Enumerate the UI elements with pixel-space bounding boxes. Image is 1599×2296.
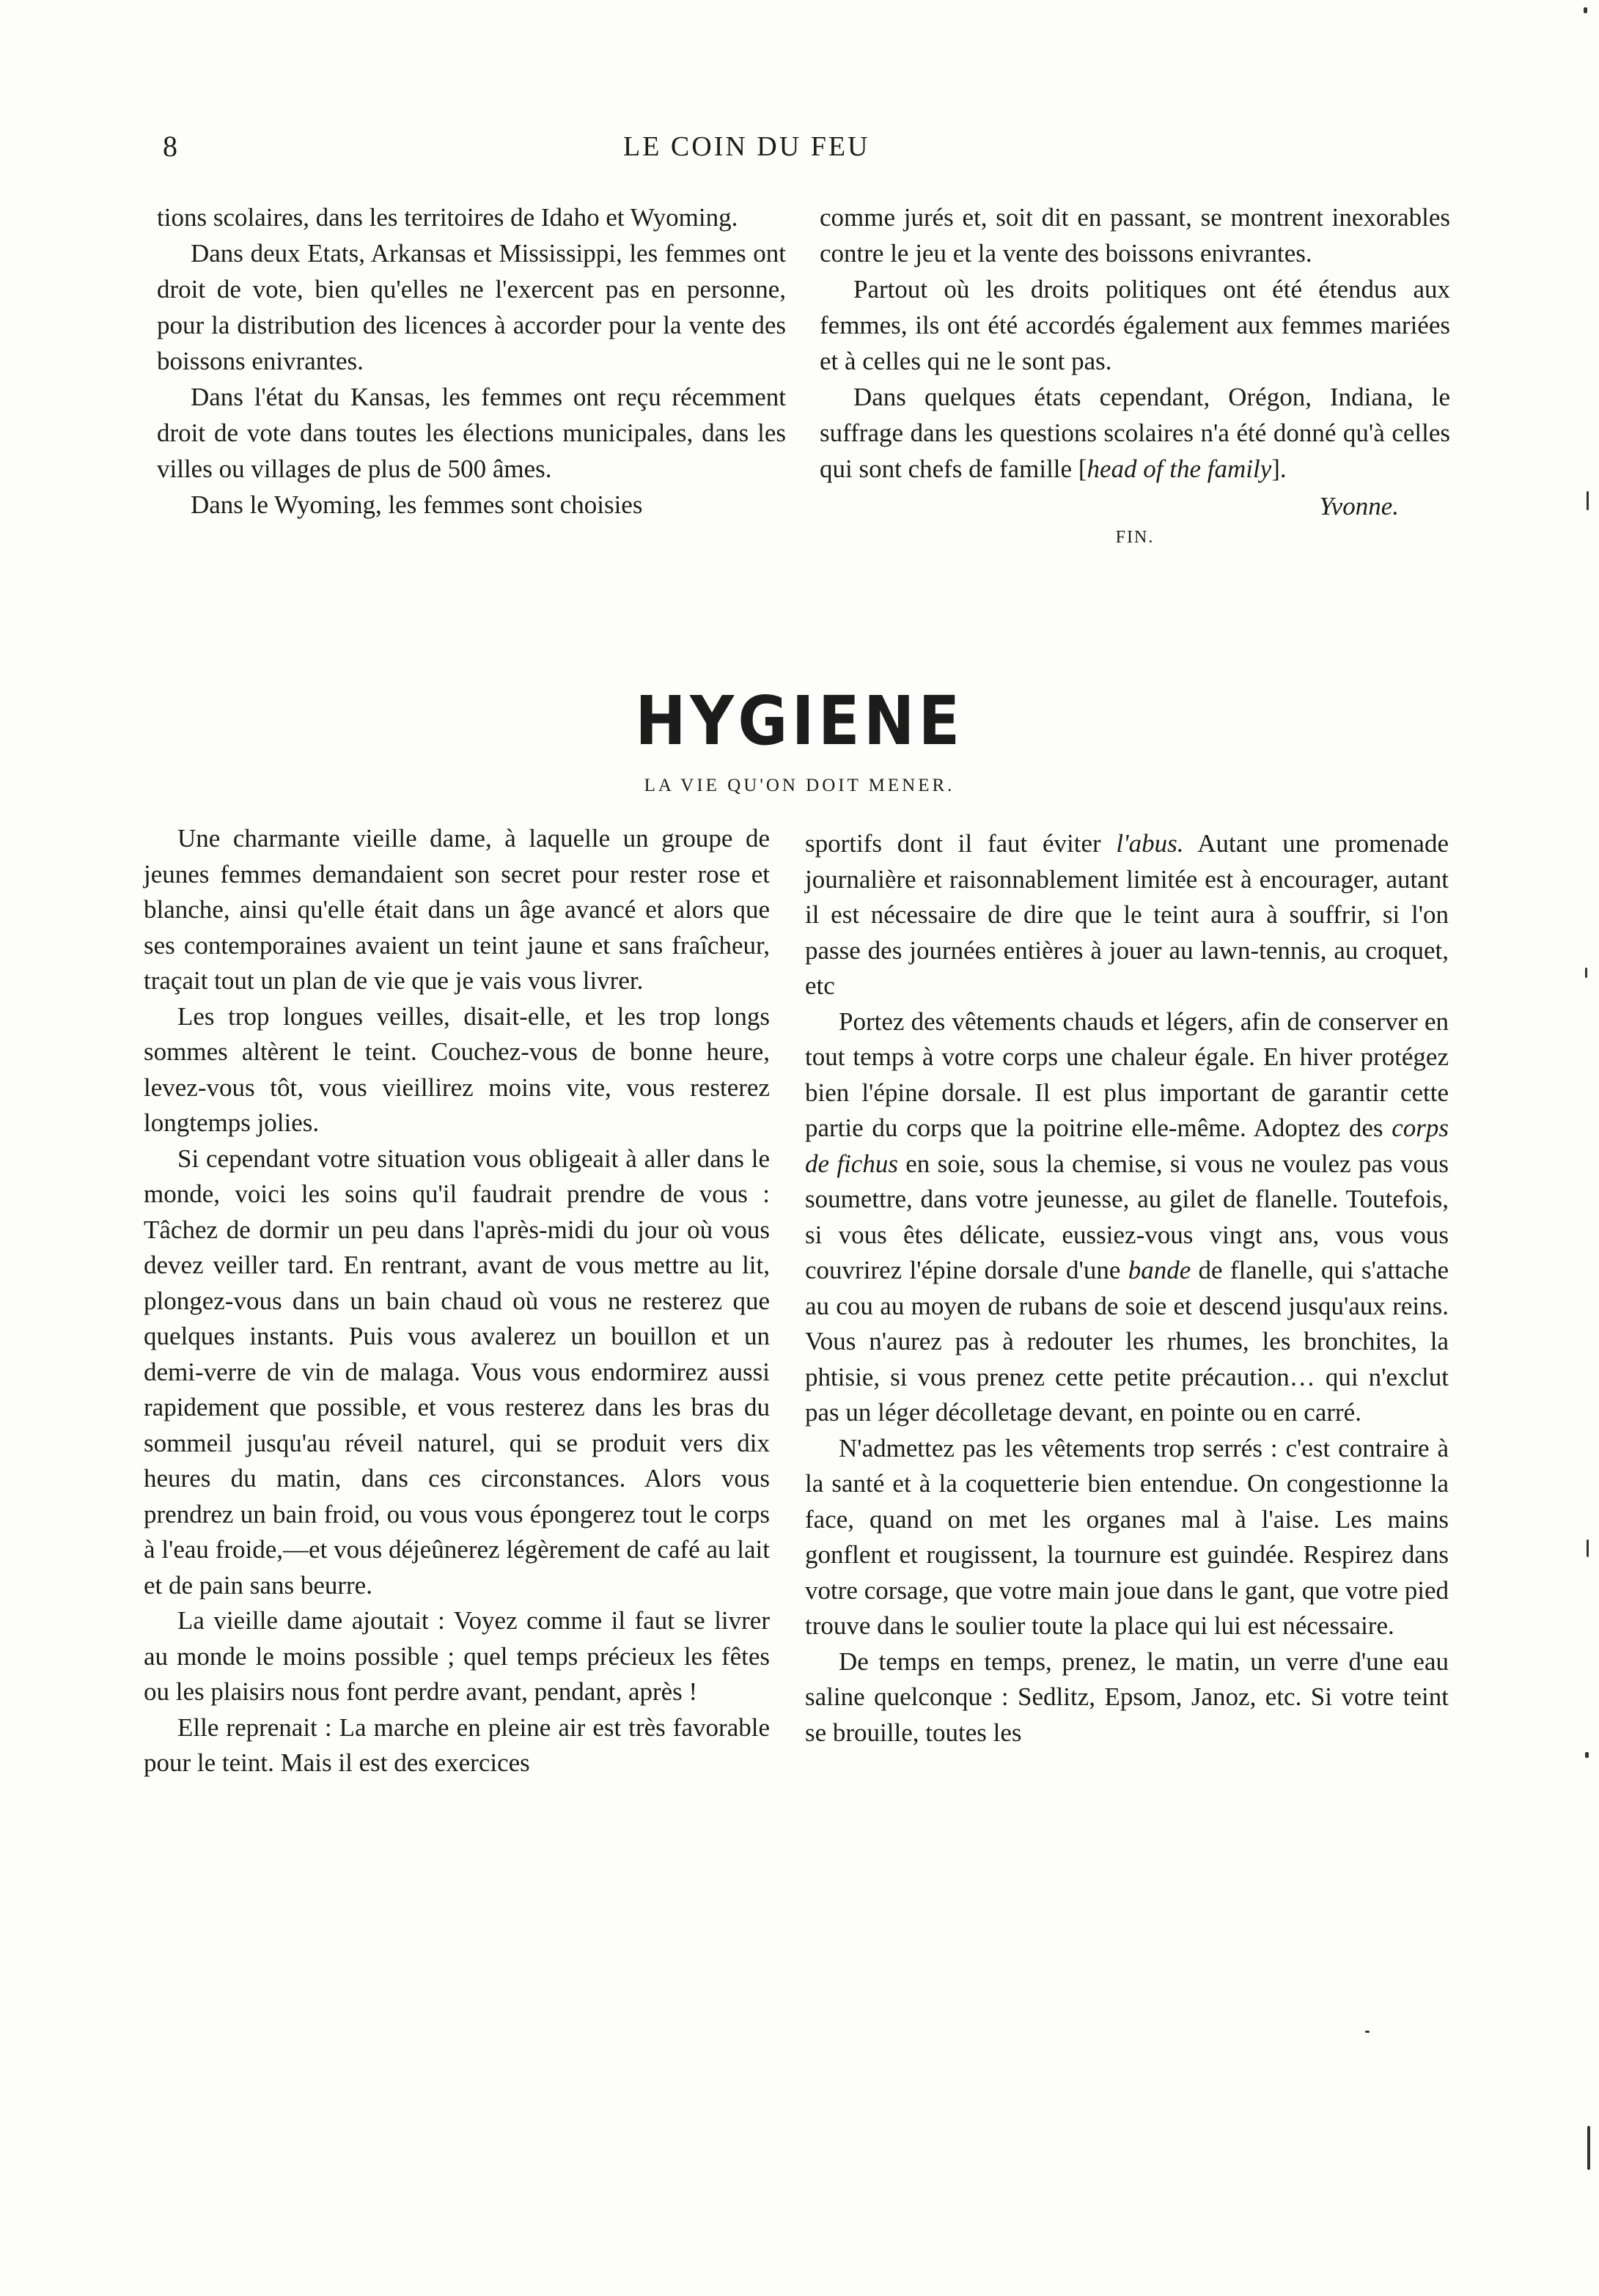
scan-speck xyxy=(1587,491,1589,510)
scan-speck xyxy=(1587,2126,1590,2170)
bottom-left-column xyxy=(144,821,770,1781)
running-title: LE COIN DU FEU xyxy=(623,131,870,162)
text-run: Dans quelques états cependant, Orégon, Indiana, le suffrage dans les questions scolaires n'a été donné qu'à celles qui sont chefs de famille [ xyxy=(820,383,1450,483)
paragraph xyxy=(805,826,1449,1004)
top-left-column xyxy=(157,199,786,523)
text-run: ]. xyxy=(1271,455,1287,483)
author-signature: Yvonne. xyxy=(1319,492,1399,520)
paragraph: comme jurés et, soit dit en passant, se montrent inexorables contre le jeu et la vente des boissons enivrantes. xyxy=(820,203,1450,268)
bottom-right-column xyxy=(805,826,1449,1751)
paragraph: tions scolaires, dans les territoires de Idaho et Wyoming. xyxy=(157,203,738,232)
scan-speck xyxy=(1585,1752,1589,1758)
paragraph: N'admettez pas les vêtements trop serrés : c'est contraire à la santé et à la coquetterie bien entendue. On congestionne la face, quand on met les organes mal à l'aise. Les mains gonflent et rougissent, la tournure est guindée. Respirez dans votre corsage, que votre main joue dans le gant, que votre pied trouve dans le soulier toute la place qui lui est nécessaire. xyxy=(805,1433,1449,1640)
fin-marker: FIN. xyxy=(1115,528,1155,547)
italic-run: corps de fichus xyxy=(805,1114,1449,1178)
paragraph xyxy=(820,379,1450,487)
scan-speck xyxy=(1585,968,1587,978)
paragraph: Elle reprenait : La marche en pleine air est très favorable pour le teint. Mais il est des exercices xyxy=(144,1712,770,1777)
paragraph: Une charmante vieille dame, à laquelle un groupe de jeunes femmes demandaient son secret pour rester rose et blanche, ainsi qu'elle était dans un âge avancé et alors que ses contemporaines avaient un teint jaune et sans fraîcheur, traçait tout un plan de vie que je vais vous livrer. xyxy=(144,824,770,995)
scan-speck xyxy=(1365,2031,1370,2033)
text-run: Autant une promenade journalière et raisonnablement limitée est à encourager, autant il est nécessaire de dire que le teint aura à souffrir, si l'on passe des journées entières à jouer au lawn-tennis, au croquet, etc xyxy=(805,829,1449,1000)
text-run: de flanelle, qui s'attache au cou au moyen de rubans de soie et descend jusqu'aux reins. Vous n'aurez pas à redouter les rhumes, les bronchites, la phtisie, si vous prenez cette petite précaution… qui n'exclut pas un léger décolletage devant, en pointe ou en carré. xyxy=(805,1256,1449,1427)
scan-speck xyxy=(1587,1539,1589,1557)
page-number: 8 xyxy=(163,130,177,163)
paragraph: De temps en temps, prenez, le matin, un verre d'une eau saline quelconque : Sedlitz, Epsom, Janoz, etc. Si votre teint se brouille, toutes les xyxy=(805,1646,1449,1747)
paragraph: Partout où les droits politiques ont été étendus aux femmes, ils ont été accordés également aux femmes mariées et à celles qui ne le sont pas. xyxy=(820,275,1450,375)
paragraph: Dans deux Etats, Arkansas et Mississippi, les femmes ont droit de vote, bien qu'elles ne l'exercent pas en personne, pour la distribution des licences à accorder pour la vente des boissons enivrantes. xyxy=(157,239,786,375)
paragraph: Dans l'état du Kansas, les femmes ont reçu récemment droit de vote dans toutes les élections municipales, dans les villes ou villages de plus de 500 âmes. xyxy=(157,383,786,483)
paragraph xyxy=(805,1004,1449,1431)
scan-speck xyxy=(1584,7,1587,13)
text-run: Portez des vêtements chauds et légers, afin de conserver en tout temps à votre corps une chaleur égale. En hiver protégez bien l'épine dorsale. Il est plus important de garantir cette partie du corps que la poitrine elle-même. Adoptez des xyxy=(805,1007,1449,1142)
paragraph: La vieille dame ajoutait : Voyez comme il faut se livrer au monde le moins possible ; quel temps précieux les fêtes ou les plaisirs nous font perdre avant, pendant, après ! xyxy=(144,1606,770,1706)
paragraph: Les trop longues veilles, disait-elle, et les trop longs sommes altèrent le teint. Couchez-vous de bonne heure, levez-vous tôt, vous vieillirez moins vite, vous resterez longtemps jolies. xyxy=(144,1001,770,1137)
article-title: HYGIENE xyxy=(635,682,964,760)
paragraph: Dans le Wyoming, les femmes sont choisies xyxy=(191,490,643,519)
article-subtitle: LA VIE QU'ON DOIT MENER. xyxy=(644,776,955,795)
text-run: en soie, sous la chemise, si vous ne voulez pas vous soumettre, dans votre jeunesse, au gilet de flanelle. Toutefois, si vous êtes délicate, eussiez-vous vingt ans, vous vous couvrirez l'épine dorsale d'une xyxy=(805,1149,1449,1284)
top-right-column xyxy=(820,199,1450,556)
text-run: sportifs dont il faut éviter xyxy=(805,829,1117,858)
paragraph: Si cependant votre situation vous obligeait à aller dans le monde, voici les soins qu'il faudrait prendre de vous : Tâchez de dormir un peu dans l'après-midi du jour où vous devez veiller tard. En rentrant, avant de vous mettre au lit, plongez-vous dans un bain chaud où vous ne resterez que quelques instants. Puis vous avalerez un bouillon et un demi-verre de vin de malaga. Vous vous endormirez aussi rapidement que possible, et vous resterez dans les bras du sommeil jusqu'au réveil naturel, qui se produit vers dix heures du matin, dans ces circonstances. Alors vous prendrez un bain froid, ou vous vous épongerez tout le corps à l'eau froide,—et vous déjeûnerez légèrement de café au lait et de pain sans beurre. xyxy=(144,1144,770,1600)
italic-run: head of the family xyxy=(1087,455,1272,483)
italic-run: bande xyxy=(1128,1256,1191,1284)
italic-run: l'abus. xyxy=(1116,829,1184,858)
